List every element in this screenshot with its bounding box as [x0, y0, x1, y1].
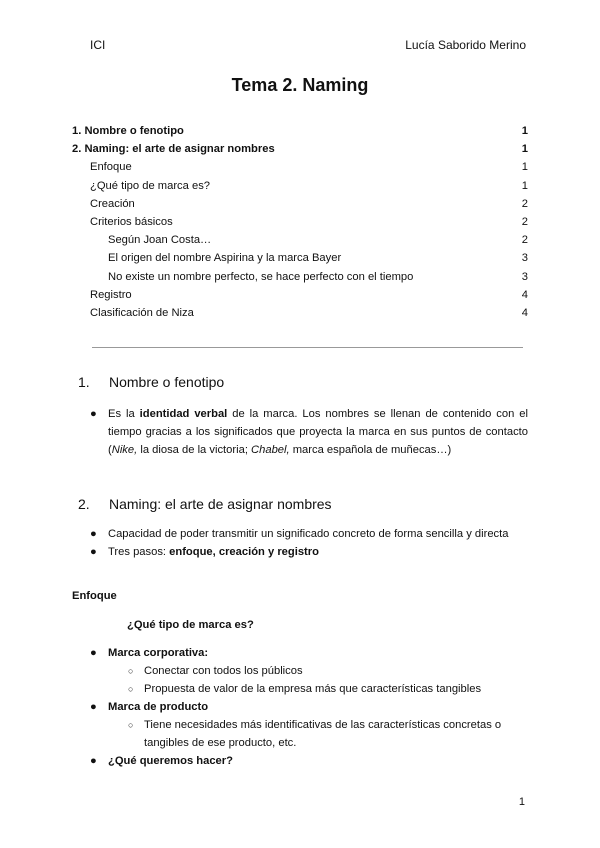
toc-entry[interactable]	[72, 195, 528, 213]
bullet-icon: ●	[90, 647, 97, 659]
toc-entry[interactable]	[72, 177, 528, 195]
section-2-list	[72, 525, 528, 561]
toc-entry[interactable]	[72, 286, 528, 304]
toc-entry-page: 4	[521, 288, 528, 301]
toc-entry-title: Clasificación de Niza	[90, 306, 194, 319]
toc-entry[interactable]	[72, 304, 528, 322]
section-title: Naming: el arte de asignar nombres	[109, 496, 332, 512]
sub-list-item: ○ Conectar con todos los públicos	[72, 662, 528, 680]
list-item: ● Capacidad de poder transmitir un significado concreto de forma sencilla y directa	[72, 525, 528, 543]
section-number: 2.	[78, 496, 90, 512]
toc-entry[interactable]	[72, 122, 528, 140]
bullet-icon: ●	[90, 528, 97, 540]
toc-entry-title: Creación	[90, 197, 135, 210]
table-of-contents	[72, 122, 528, 322]
toc-entry-page: 2	[521, 197, 528, 210]
toc-entry-title: Criterios básicos	[90, 215, 173, 228]
toc-entry-page: 1	[521, 125, 528, 137]
toc-entry-title: Según Joan Costa…	[108, 234, 212, 247]
toc-entry-page: 3	[521, 252, 528, 265]
toc-entry-title: No existe un nombre perfecto, se hace perfecto con el tiempo	[108, 270, 414, 283]
header-author: Lucía Saborido Merino	[405, 38, 526, 52]
toc-entry-page: 2	[521, 215, 528, 228]
toc-entry-title: Registro	[90, 288, 132, 301]
bullet-icon: ●	[90, 755, 97, 767]
toc-entry-title: ¿Qué tipo de marca es?	[90, 179, 211, 192]
sub-list-item: ○ Tiene necesidades más identificativas de las características concretas o tangibles de ese producto, etc.	[72, 716, 528, 752]
section-number: 1.	[78, 374, 90, 390]
toc-entry-page: 4	[521, 306, 528, 319]
toc-entry-title: 1. Nombre o fenotipo	[72, 125, 184, 137]
toc-entry-page: 1	[521, 179, 528, 192]
toc-entry[interactable]	[72, 158, 528, 176]
list-item: ● Marca de producto	[72, 698, 528, 716]
toc-entry-title: El origen del nombre Aspirina y la marca Bayer	[108, 252, 342, 265]
toc-entry-page: 1	[521, 143, 528, 156]
toc-entry[interactable]	[72, 268, 528, 286]
list-item: ● Es la identidad verbal de la marca. Los nombres se llenan de contenido con el tiempo gracias a los significados que proyecta la marca en sus puntos de contacto (Nike, la diosa de la victoria; Chabel, marca española de muñecas…)	[72, 405, 528, 459]
page-title: Tema 2. Naming	[231, 75, 369, 95]
toc-entry-page: 3	[521, 270, 528, 283]
toc-entry[interactable]	[72, 213, 528, 231]
enfoque-list	[72, 644, 528, 770]
toc-entry[interactable]	[72, 231, 528, 249]
toc-entry-title: Enfoque	[90, 161, 132, 174]
bullet-icon: ●	[90, 546, 97, 558]
enfoque-heading: Enfoque	[72, 590, 117, 602]
bullet-icon: ●	[90, 408, 97, 420]
section-title: Nombre o fenotipo	[109, 374, 225, 390]
header-course: ICI	[90, 38, 106, 52]
circle-bullet-icon: ○	[128, 720, 134, 730]
toc-entry-page: 1	[521, 161, 528, 174]
sub-list-item: ○ Propuesta de valor de la empresa más que características tangibles	[72, 680, 528, 698]
list-item: ● Marca corporativa:	[72, 644, 528, 662]
toc-entry-title: 2. Naming: el arte de asignar nombres	[72, 143, 275, 156]
bullet-icon: ●	[90, 701, 97, 713]
circle-bullet-icon: ○	[128, 684, 134, 694]
page-number: 1	[518, 796, 525, 808]
section-1-list	[72, 405, 528, 459]
section-1-heading	[78, 374, 224, 390]
circle-bullet-icon: ○	[128, 666, 134, 676]
toc-entry[interactable]	[72, 249, 528, 267]
list-item: ● Tres pasos: enfoque, creación y registro	[72, 543, 528, 561]
list-item: ● ¿Qué queremos hacer?	[72, 752, 528, 770]
brand-type-heading: ¿Qué tipo de marca es?	[127, 619, 254, 631]
toc-entry[interactable]	[72, 140, 528, 158]
toc-entry-page: 2	[521, 234, 528, 247]
divider	[92, 347, 523, 348]
section-2-heading	[78, 496, 332, 512]
